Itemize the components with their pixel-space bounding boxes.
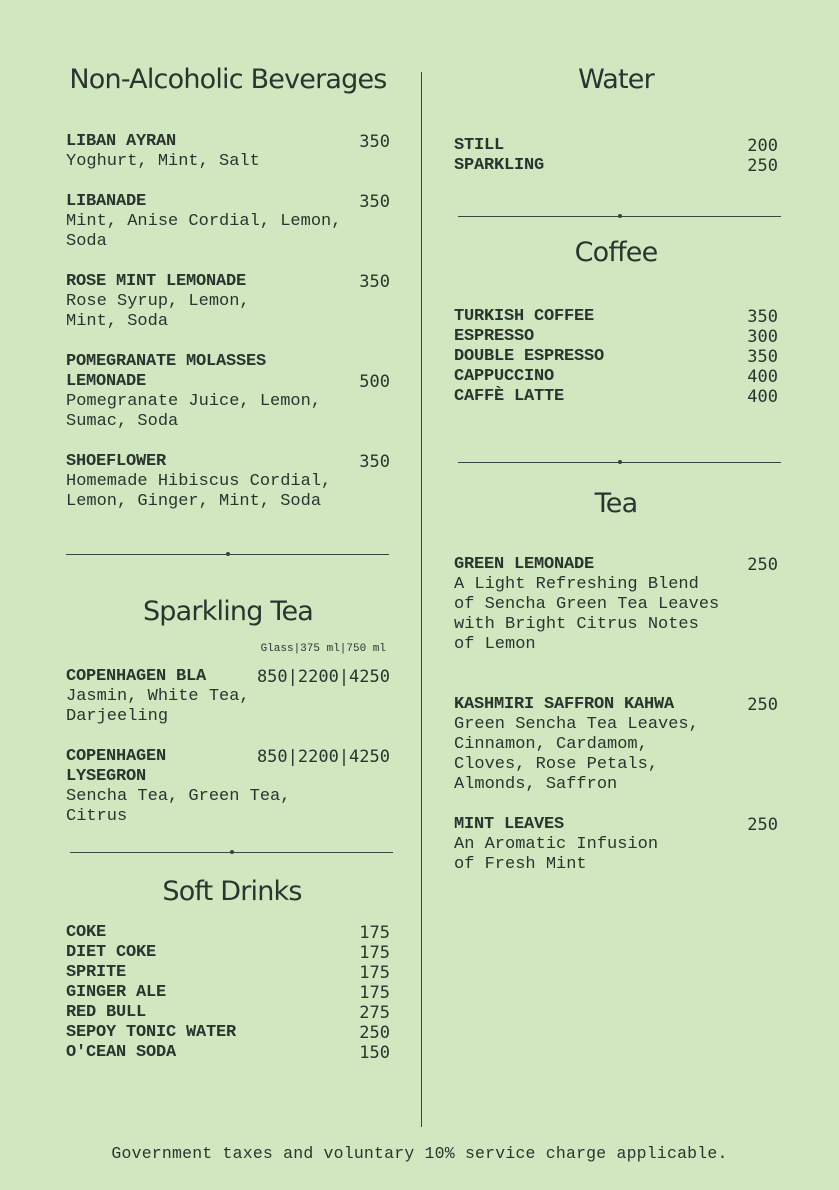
section-divider [458,462,781,463]
item-name: COPENHAGEN [66,747,167,766]
item-desc: Green Sencha Tea Leaves, [454,715,699,734]
list-item: COKE 175 [66,923,390,943]
menu-item [66,667,390,727]
item-desc: Cloves, Rose Petals, [454,755,659,774]
item-desc: of Fresh Mint [454,855,587,874]
section-divider [458,216,781,217]
item-desc: Mint, Anise Cordial, Lemon, [66,212,342,231]
list-item: O'CEAN SODA 150 [66,1043,390,1063]
column-divider [421,72,422,1127]
item-name: KASHMIRI SAFFRON KAHWA [454,695,675,714]
coffee-list [454,307,778,407]
list-item: STILL 200 [454,136,778,156]
section-title-tea: Tea [594,488,638,519]
item-desc: Darjeeling [66,707,169,726]
item-price: 350 [359,272,390,292]
item-desc: Jasmin, White Tea, [66,687,250,706]
menu-item [454,815,778,875]
list-item: GINGER ALE 175 [66,983,390,1003]
section-title-coffee: Coffee [574,237,658,268]
soft-drinks-list [66,923,390,1063]
item-name: ROSE MINT LEMONADE [66,272,247,291]
menu-item [66,132,390,172]
item-price: 850|2200|4250 [256,747,390,767]
item-price: 350 [359,452,390,472]
list-item: CAPPUCCINO 400 [454,367,778,387]
item-name: POMEGRANATE MOLASSES [66,352,267,371]
menu-item [454,695,778,795]
item-desc: Lemon, Ginger, Mint, Soda [66,492,322,511]
size-note: Glass|375 ml|750 ml [260,643,386,655]
item-desc: A Light Refreshing Blend [454,575,699,594]
section-title-soft-drinks: Soft Drinks [162,876,302,907]
item-desc: Rose Syrup, Lemon, [66,292,250,311]
item-name: LYSEGRON [66,767,147,786]
menu-item [66,747,390,827]
section-divider [66,554,389,555]
item-desc: with Bright Citrus Notes [454,615,699,634]
list-item: ESPRESSO 300 [454,327,778,347]
item-name: MINT LEAVES [454,815,565,834]
item-desc: Citrus [66,807,128,826]
footer-note: Government taxes and voluntary 10% service charge applicable. [111,1144,728,1163]
item-price: 350 [359,132,390,152]
section-title-sparkling-tea: Sparkling Tea [142,596,314,627]
item-desc: An Aromatic Infusion [454,835,659,854]
list-item: DOUBLE ESPRESSO 350 [454,347,778,367]
item-desc: Sumac, Soda [66,412,179,431]
item-price: 350 [359,192,390,212]
item-name: LIBANADE [66,192,147,211]
item-price: 250 [747,555,778,575]
item-price: 850|2200|4250 [256,667,390,687]
item-name: GREEN LEMONADE [454,555,595,574]
item-name: COPENHAGEN BLA [66,667,207,686]
item-price: 250 [747,815,778,835]
section-title-water: Water [578,64,654,95]
section-divider [70,852,393,853]
item-name: SHOEFLOWER [66,452,167,471]
list-item: TURKISH COFFEE 350 [454,307,778,327]
list-item: SPRITE 175 [66,963,390,983]
item-desc: Homemade Hibiscus Cordial, [66,472,332,491]
list-item: SPARKLING 250 [454,156,778,176]
item-desc: Pomegranate Juice, Lemon, [66,392,322,411]
item-desc: Soda [66,232,107,251]
item-price: 500 [359,372,390,392]
item-desc: Sencha Tea, Green Tea, [66,787,291,806]
item-desc: Mint, Soda [66,312,169,331]
item-desc: of Sencha Green Tea Leaves [454,595,720,614]
menu-item [454,555,778,655]
menu-item [66,192,390,252]
list-item: CAFFÈ LATTE 400 [454,387,778,407]
item-desc: Yoghurt, Mint, Salt [66,152,260,171]
item-desc: Almonds, Saffron [454,775,618,794]
item-price: 250 [747,695,778,715]
menu-item [66,452,390,512]
list-item: RED BULL 275 [66,1003,390,1023]
item-name: LIBAN AYRAN [66,132,177,151]
item-desc: Cinnamon, Cardamom, [454,735,648,754]
item-desc: of Lemon [454,635,536,654]
water-list [454,136,778,176]
list-item: SEPOY TONIC WATER 250 [66,1023,390,1043]
item-name: LEMONADE [66,372,147,391]
list-item: DIET COKE 175 [66,943,390,963]
section-title-non-alcoholic: Non-Alcoholic Beverages [69,64,387,95]
menu-item [66,272,390,332]
menu-item [66,352,390,432]
